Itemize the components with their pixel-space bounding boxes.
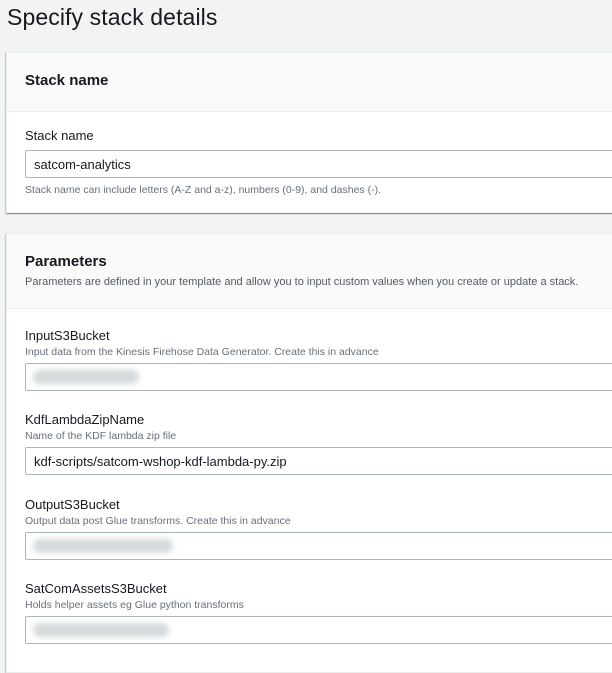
param-input-s3-bucket (25, 328, 612, 391)
stack-name-panel-title: Stack name (25, 72, 109, 89)
parameters-panel-header (7, 234, 612, 309)
stack-name-constraint: Stack name can include letters (A-Z and a-z), numbers (0-9), and dashes (-). (25, 184, 381, 196)
param-description: Name of the KDF lambda zip file (25, 430, 177, 442)
kdf-lambda-zip-name-input[interactable] (25, 447, 612, 475)
parameters-panel-title: Parameters (25, 253, 107, 270)
param-description: Output data post Glue transforms. Create this in advance (25, 515, 291, 527)
stack-name-input[interactable] (25, 150, 612, 178)
param-label: KdfLambdaZipName (25, 412, 145, 427)
param-label: InputS3Bucket (25, 328, 110, 343)
param-description: Input data from the Kinesis Firehose Data Generator. Create this in advance (25, 346, 379, 358)
redacted-value (33, 539, 173, 553)
stack-name-label: Stack name (25, 128, 94, 143)
stack-name-field (25, 128, 612, 196)
param-description: Holds helper assets eg Glue python transforms (25, 599, 244, 611)
stack-name-panel (6, 52, 612, 213)
param-label: SatComAssetsS3Bucket (25, 581, 167, 596)
parameters-panel-description: Parameters are defined in your template and allow you to input custom values when you create or update a stack. (25, 276, 579, 288)
redacted-value (33, 623, 169, 637)
page-title: Specify stack details (7, 4, 218, 30)
param-satcom-assets-s3-bucket (25, 581, 612, 644)
param-kdf-lambda-zip-name (25, 412, 612, 475)
redacted-value (33, 370, 139, 384)
parameters-panel (6, 233, 612, 673)
stack-name-panel-header (7, 53, 612, 112)
param-output-s3-bucket (25, 497, 612, 560)
param-label: OutputS3Bucket (25, 497, 120, 512)
